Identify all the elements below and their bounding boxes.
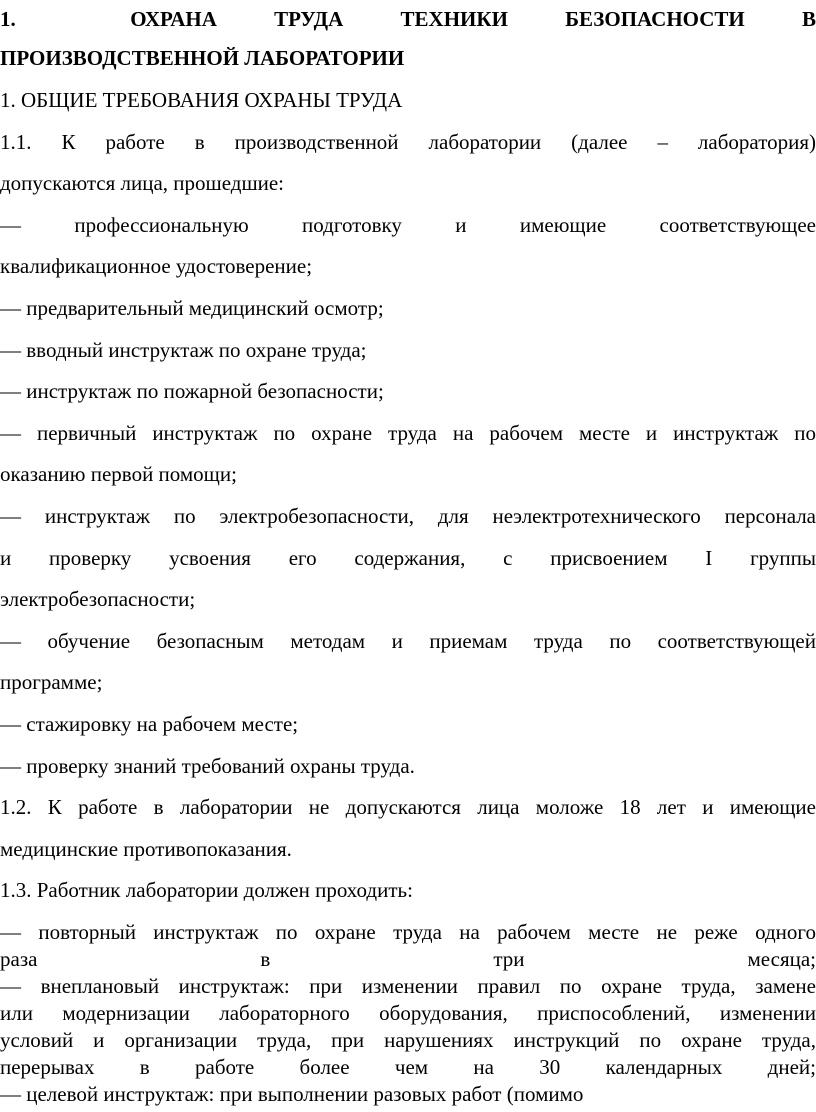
paragraph-1-3-item-line: перерывах в работе более чем на 30 календарных дней; [0, 1055, 816, 1079]
paragraph-1-3-item-line: — целевой инструктаж: при выполнении разовых работ (помимо [0, 1082, 584, 1106]
paragraph-1-3-line-1: 1.3. Работник лаборатории должен проходить: [0, 878, 413, 902]
paragraph-1-1-line-1: 1.1. К работе в производственной лаборатории (далее – лаборатория) [0, 130, 816, 154]
paragraph-1-3-item-line: условий и организации труда, при нарушениях инструкций по охране труда, [0, 1028, 816, 1052]
list-item-line: — профессиональную подготовку и имеющие соответствующее [0, 213, 816, 237]
section-heading: 1. ОБЩИЕ ТРЕБОВАНИЯ ОХРАНЫ ТРУДА [0, 88, 403, 112]
paragraph-1-3-item-line: — повторный инструктаж по охране труда на рабочем месте не реже одного [0, 920, 816, 944]
list-item-line: программе; [0, 670, 103, 694]
list-item-line: — предварительный медицинский осмотр; [0, 296, 384, 320]
list-item-line: — обучение безопасным методам и приемам труда по соответствующей [0, 629, 816, 653]
list-item-line: — проверку знаний требований охраны труда. [0, 754, 415, 778]
list-item-line: — первичный инструктаж по охране труда на рабочем месте и инструктаж по [0, 421, 816, 445]
paragraph-1-3-item-line: — внеплановый инструктаж: при изменении правил по охране труда, замене [0, 974, 816, 998]
paragraph-1-2-line-2: медицинские противопоказания. [0, 837, 292, 861]
list-item-line: — инструктаж по электробезопасности, для неэлектротехнического персонала [0, 504, 816, 528]
list-item-line: — инструктаж по пожарной безопасности; [0, 379, 384, 403]
document-title-line-2: ПРОИЗВОДСТВЕННОЙ ЛАБОРАТОРИИ [0, 46, 405, 70]
paragraph-1-3-item-line: раза в три месяца; [0, 947, 816, 971]
paragraph-1-3-item-line: или модернизации лабораторного оборудования, приспособлений, изменении [0, 1001, 816, 1025]
list-item-line: — стажировку на рабочем месте; [0, 712, 299, 736]
document-title-line-1: 1. ОХРАНА ТРУДА ТЕХНИКИ БЕЗОПАСНОСТИ В [0, 7, 816, 31]
list-item-line: квалификационное удостоверение; [0, 254, 313, 278]
paragraph-1-2-line-1: 1.2. К работе в лаборатории не допускаются лица моложе 18 лет и имеющие [0, 795, 816, 819]
paragraph-1-1-line-2: допускаются лица, прошедшие: [0, 171, 285, 195]
list-item-line: и проверку усвоения его содержания, с присвоением I группы [0, 546, 816, 570]
list-item-line: оказанию первой помощи; [0, 462, 237, 486]
list-item-line: электробезопасности; [0, 587, 196, 611]
list-item-line: — вводный инструктаж по охране труда; [0, 338, 367, 362]
